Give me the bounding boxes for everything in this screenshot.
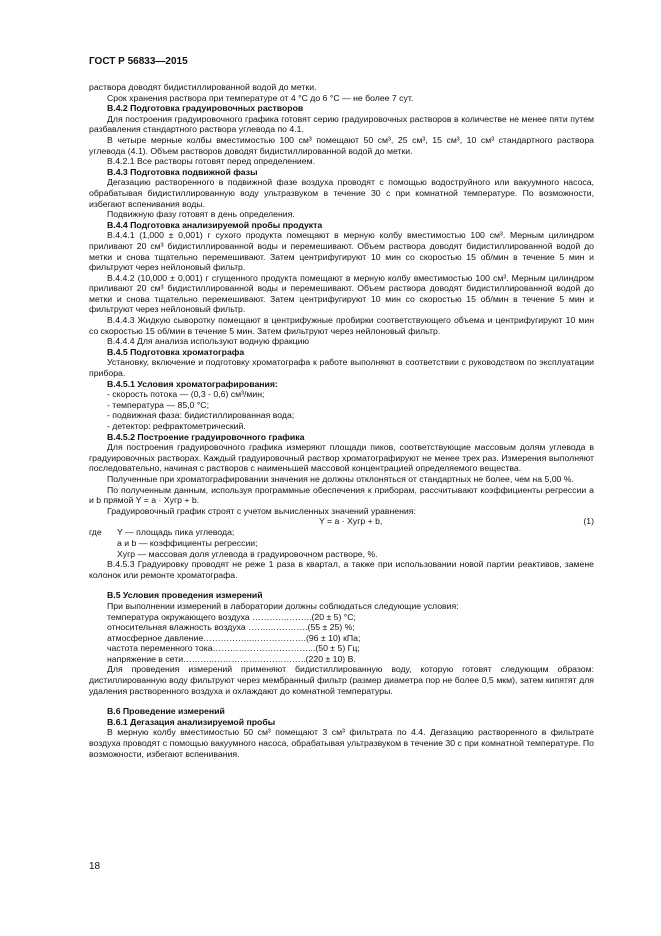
section-heading: В.4.4 Подготовка анализируемой пробы продукта [107,219,323,230]
paragraph: В.4.4.2 (10,000 ± 0,001) г сгущенного продукта помещают в мерную колбу вместимостью 100 см³. Мерным цилиндром приливают 20 см³ бидистиллированной воды и перемешивают. Объем раствора доводят бидистиллированной водой до метки и снова тщательно перемешивают. Затем центрифугируют 10 мин со скоростью 15 об/мин в течение 5 мин и фильтруют через нейлоновый фильтр. [89,272,594,315]
section-heading: В.4.5 Подготовка хроматографа [107,346,245,357]
condition-line: напряжение в сети………..…………………………..(220 ± 10) В. [107,653,356,664]
legend-row [89,527,594,538]
paragraph: Для проведения измерений применяют бидистиллированную воду, которую готовят следующим образом: дистиллированную воду фильтруют через мембранный фильтр (размер диаметра пор не более 0,5 мкм), затем кипятят для удаления растворенного воздуха и охлаждают до комнатной температуры. [89,664,594,696]
condition-line: относительная влажность воздуха ……..………….(55 ± 25) %; [107,622,355,633]
equation [89,516,594,527]
legend-row [89,549,594,560]
paragraph: В четыре мерные колбы вместимостью 100 см³ помещают 50 см³, 25 см³, 15 см³, 10 см³ стандартного раствора углевода (4.1). Объем растворов доводят бидистиллированной водой до метки. [89,134,594,156]
section-heading: В.4.3 Подготовка подвижной фазы [107,166,258,177]
section-heading: В.4.5.2 Построение градуировочного графика [107,431,305,442]
equation-formula: Y = a · Xугр + b, [319,516,383,527]
paragraph: Градуировочный график строят с учетом вычисленных значений уравнения: [107,505,416,516]
paragraph: Для построения градуировочного графика измеряют площади пиков, соответствующие массовым долям углевода в градуировочных растворах. Каждый градуировочный раствор хроматографируют не менее трех раз. Измерения выполняют последовательно, начиная с растворов с наименьшей массовой концентрацией определяемого вещества. [89,442,594,474]
paragraph: В.4.2.1 Все растворы готовят перед определением. [107,156,315,167]
paragraph: раствора доводят бидистиллированной водой до метки. [89,82,317,92]
section-heading: В.5 Условия проведения измерений [107,590,263,601]
legend-text: Xугр — массовая доля углевода в градуировочном растворе, %. [117,548,378,559]
paragraph: Полученные при хроматографировании значения не должны отклоняться от стандартных не более, чем на 5,00 %. [107,473,574,484]
document-body [89,82,594,759]
paragraph: В.4.5.3 Градуировку проводят не реже 1 раза в квартал, а также при использовании новой партии реактивов, замене колонок или ремонте хроматографа. [89,559,594,580]
paragraph: Для построения градуировочного графика готовят серию градуировочных растворов в количестве не менее пяти путем разбавления стандартного раствора углевода по 4.1. [89,113,594,135]
paragraph: В.4.4.1 (1,000 ± 0,001) г сухого продукта помещают в мерную колбу вместимостью 100 см³. Мерным цилиндром приливают 20 см³ бидистиллированной воды и перемешивают. Объем раствора доводят бидистиллированной водой до метки и снова тщательно перемешивают. Затем центрифугируют 10 мин со скоростью 15 об/мин в течение 5 мин и фильтруют через нейлоновый фильтр. [89,230,594,273]
paragraph: Срок хранения раствора при температуре от 4 °С до 6 °С — не более 7 сут. [107,92,414,103]
condition-line: частота переменного тока……………………………...(50 ± 5) Гц; [107,643,360,654]
legend-row [89,538,594,549]
paragraph: В.4.4.4 Для анализа используют водную фракцию [107,336,309,347]
paragraph: По полученным данным, используя программные обеспечения к приборам, рассчитывают коэффициенты регрессии a и b прямой Y = a · Xугр + b. [89,484,594,506]
paragraph: Установку, включение и подготовку хроматографа к работе выполняют в соответствии с руководством по эксплуатации прибора. [89,357,594,379]
section-heading: В.6 Проведение измерений [107,706,225,717]
where-word: где [89,527,102,538]
equation-number: (1) [583,516,594,527]
list-item: - подвижная фаза: бидистиллированная вода; [107,410,295,421]
section-heading: В.4.5.1 Условия хроматографирования: [107,378,278,389]
condition-line: атмосферное давление……………..……………….(96 ± 10) кПа; [107,632,361,643]
paragraph: Дегазацию растворенного в подвижной фазе воздуха проводят с помощью водоструйного или вакуумного насоса, обрабатывая бидистиллированную воду ультразвуком в течение 30 с при комнатной температуре. По возможности, избегают вспенивания воды. [89,177,594,209]
list-item: - температура — 85,0 °С; [107,399,209,410]
paragraph: При выполнении измерений в лаборатории должны соблюдаться следующие условия: [107,600,459,611]
paragraph: Подвижную фазу готовят в день определения. [107,209,295,220]
legend-text: Y — площадь пика углевода; [117,527,235,538]
section-heading: В.6.1 Дегазация анализируемой пробы [107,716,276,727]
paragraph: В.4.4.3 Жидкую сыворотку помещают в центрифужные пробирки соответствующего объема и центрифугируют 10 мин со скоростью 15 об/мин в течение 5 мин. Затем фильтруют через нейлоновый фильтр. [89,315,594,336]
section-heading: В.4.2 Подготовка градуировочных растворов [107,103,304,114]
condition-line: температура окружающего воздуха ……….………..(20 ± 5) °С; [107,611,356,622]
legend-text: a и b — коэффициенты регрессии; [117,537,258,548]
page-number: 18 [89,861,101,872]
list-item: - скорость потока — (0,3 - 0,6) см³/мин; [107,389,265,400]
list-item: - детектор: рефрактометрический. [107,421,246,431]
paragraph: В мерную колбу вместимостью 50 см³ помещают 3 см³ фильтрата по 4.4. Дегазацию растворенного в фильтрате воздуха проводят с помощью вакуумного насоса, обрабатывая ультразвуком в течение 30 с при комнатной температуре. По возможности, избегают вспенивания. [89,727,594,759]
document-header: ГОСТ Р 56833—2015 [89,56,188,67]
